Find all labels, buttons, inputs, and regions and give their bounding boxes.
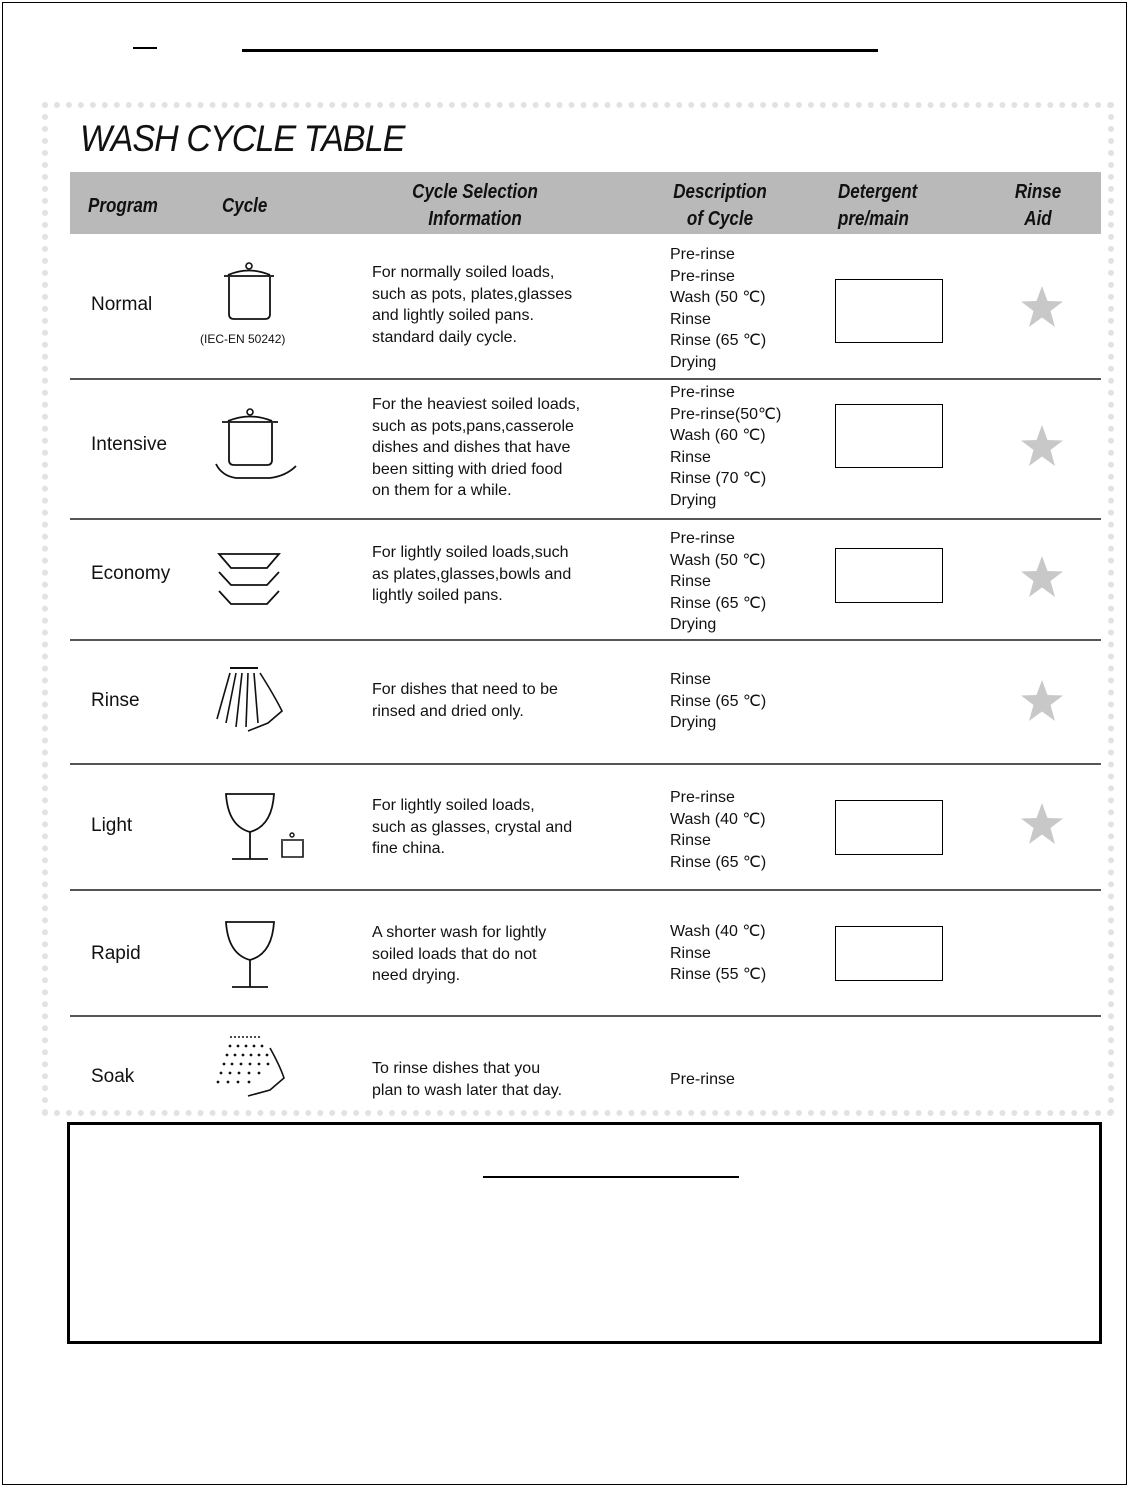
info-line: For normally soiled loads, — [372, 264, 555, 281]
program-normal: Normal — [91, 294, 153, 315]
header-cycle: Cycle — [222, 195, 268, 217]
cycle-desc-economy — [670, 528, 820, 636]
cycle-desc-light — [670, 787, 820, 873]
header-short-rule — [133, 47, 157, 49]
cycle-info-soak — [372, 1058, 622, 1101]
info-line: For the heaviest soiled loads, — [372, 396, 581, 413]
info-line: as plates,glasses,bowls and — [372, 565, 572, 583]
stacked-plates-icon — [216, 550, 282, 610]
header-rinse-aid — [1008, 179, 1068, 233]
detergent-box — [835, 800, 943, 855]
header-rinse-line2: Aid — [1024, 208, 1052, 230]
desc-step: Wash (50 ℃) — [670, 289, 766, 306]
desc-step: Wash (40 ℃) — [670, 810, 766, 828]
program-rinse: Rinse — [91, 690, 140, 711]
header-rinse-line1: Rinse — [1014, 181, 1062, 203]
program-soak: Soak — [91, 1066, 135, 1087]
header-detergent — [838, 179, 917, 233]
cycle-desc-rinse — [670, 669, 820, 734]
cycle-desc-soak — [670, 1069, 820, 1091]
desc-step: Pre-rinse — [670, 384, 735, 401]
cycle-desc-rapid — [670, 921, 820, 986]
program-economy: Economy — [91, 563, 171, 584]
pot-icon — [214, 262, 284, 324]
row-divider — [70, 639, 1101, 641]
info-line: lightly soiled pans. — [372, 587, 503, 604]
desc-step: Rinse — [670, 671, 711, 688]
desc-step: Drying — [670, 616, 717, 633]
info-line: To rinse dishes that you — [372, 1060, 541, 1077]
detergent-box — [835, 279, 943, 343]
water-spray-icon — [214, 665, 286, 735]
rinse-aid-star-icon — [1019, 554, 1065, 600]
info-line: dishes and dishes that have — [372, 439, 571, 456]
info-line: need drying. — [372, 967, 461, 984]
info-line: standard daily cycle. — [372, 328, 517, 346]
wine-glass-icon — [222, 918, 280, 990]
program-intensive: Intensive — [91, 434, 168, 455]
info-line: on them for a while. — [372, 482, 512, 499]
cycle-desc-normal — [670, 244, 820, 373]
row-divider — [70, 889, 1101, 891]
header-desc-line1: Description — [673, 181, 767, 203]
info-line: such as glasses, crystal and — [372, 818, 573, 836]
note-box — [67, 1122, 1102, 1344]
program-light: Light — [91, 815, 133, 836]
rinse-aid-star-icon — [1019, 423, 1065, 469]
desc-step: Pre-rinse — [670, 267, 735, 285]
info-line: and lightly soiled pans. — [372, 307, 534, 324]
header-info-line2: Information — [428, 208, 522, 230]
header-long-rule — [242, 49, 878, 52]
header-desc-line2: of Cycle — [686, 208, 754, 230]
rinse-aid-star-icon — [1019, 801, 1065, 847]
desc-step: Wash (50 ℃) — [670, 551, 766, 569]
page-title: WASH CYCLE TABLE — [80, 118, 405, 159]
desc-step: Rinse — [670, 832, 711, 849]
desc-step: Rinse — [670, 310, 711, 328]
cycle-info-economy — [372, 542, 622, 607]
cycle-info-intensive — [372, 394, 622, 502]
desc-step: Rinse (65 ℃) — [670, 594, 767, 612]
desc-step: Rinse (70 ℃) — [670, 470, 767, 487]
header-info-line1: Cycle Selection — [412, 181, 538, 203]
desc-step: Drying — [670, 491, 717, 509]
program-rapid: Rapid — [91, 943, 141, 964]
row-divider — [70, 518, 1101, 520]
pot-on-plate-icon — [212, 406, 298, 482]
info-line: soiled loads that do not — [372, 945, 537, 963]
detergent-box — [835, 926, 943, 981]
desc-step: Wash (40 ℃) — [670, 923, 766, 940]
cycle-info-rapid — [372, 922, 622, 987]
iec-standard-note: (IEC-EN 50242) — [200, 332, 286, 346]
desc-step: Pre-rinse — [670, 530, 735, 547]
desc-step: Rinse (65 ℃) — [670, 853, 767, 871]
info-line: rinsed and dried only. — [372, 702, 524, 720]
desc-step: Pre-rinse(50℃) — [670, 405, 782, 423]
info-line: such as pots,pans,casserole — [372, 417, 574, 435]
cycle-desc-intensive — [670, 382, 820, 511]
desc-step: Pre-rinse — [670, 246, 735, 263]
info-line: A shorter wash for lightly — [372, 924, 547, 941]
info-line: For dishes that need to be — [372, 681, 558, 698]
desc-step: Drying — [670, 353, 717, 371]
rinse-aid-star-icon — [1019, 284, 1065, 330]
desc-step: Rinse — [670, 944, 711, 962]
desc-step: Rinse — [670, 448, 711, 466]
info-line: been sitting with dried food — [372, 460, 563, 478]
header-cycle-selection-info — [394, 179, 556, 233]
cycle-info-light — [372, 795, 622, 860]
info-line: For lightly soiled loads, — [372, 797, 535, 814]
header-det-line2: pre/main — [838, 208, 909, 230]
desc-step: Pre-rinse — [670, 789, 735, 806]
desc-step: Rinse (55 ℃) — [670, 966, 767, 983]
detergent-box — [835, 404, 943, 468]
desc-step: Drying — [670, 714, 717, 731]
glass-and-cup-icon — [222, 790, 312, 862]
header-program: Program — [88, 195, 158, 217]
header-description — [665, 179, 776, 233]
detergent-box — [835, 548, 943, 603]
rinse-aid-star-icon — [1019, 678, 1065, 724]
desc-step: Rinse (65 ℃) — [670, 692, 767, 710]
desc-step: Rinse (65 ℃) — [670, 332, 767, 349]
row-divider — [70, 763, 1101, 765]
dotted-spray-icon — [212, 1034, 288, 1100]
desc-step: Pre-rinse — [670, 1071, 735, 1088]
desc-step: Wash (60 ℃) — [670, 427, 766, 444]
row-divider — [70, 378, 1101, 380]
info-line: For lightly soiled loads,such — [372, 544, 569, 561]
desc-step: Rinse — [670, 573, 711, 590]
cycle-info-rinse — [372, 679, 622, 722]
info-line: plan to wash later that day. — [372, 1081, 563, 1099]
row-divider — [70, 1015, 1101, 1017]
cycle-info-normal — [372, 262, 622, 348]
info-line: fine china. — [372, 840, 445, 857]
note-heading-rule — [483, 1176, 739, 1178]
header-det-line1: Detergent — [838, 181, 918, 203]
info-line: such as pots, plates,glasses — [372, 285, 573, 303]
